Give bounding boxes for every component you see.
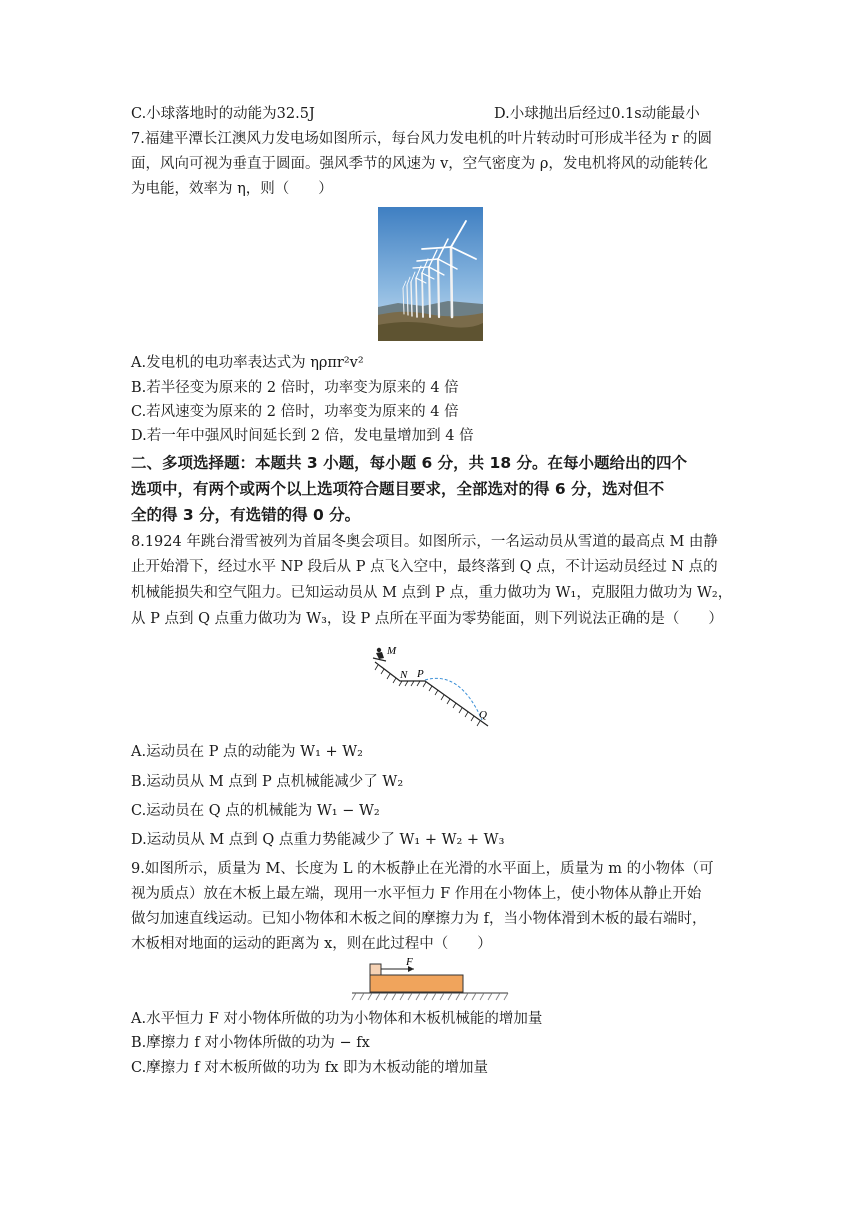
q7-stem-line2: 面，风向可视为垂直于圆面。强风季节的风速为 v，空气密度为 ρ，发电机将风的动能转化	[131, 156, 708, 172]
q9-option-b: B.摩擦力 f 对小物体所做的功为 − fx	[131, 1035, 370, 1051]
q8-stem-line3: 机械能损失和空气阻力。已知运动员从 M 点到 P 点，重力做功为 W₁，克服阻力做功为 W₂，	[131, 585, 733, 601]
section2-heading-line2: 选项中，有两个或两个以上选项符合题目要求，全部选对的得 6 分，选对但不	[131, 480, 665, 498]
q8-option-a: A.运动员在 P 点的动能为 W₁ + W₂	[131, 744, 363, 760]
label-f: F	[406, 956, 413, 968]
q8-option-d: D.运动员从 M 点到 Q 点重力势能减少了 W₁ + W₂ + W₃	[131, 832, 505, 848]
q8-option-b: B.运动员从 M 点到 P 点机械能减少了 W₂	[131, 774, 404, 790]
label-p: P	[417, 668, 424, 680]
q7-option-c: C.若风速变为原来的 2 倍时，功率变为原来的 4 倍	[131, 404, 459, 420]
section2-heading-line3: 全的得 3 分，有选错的得 0 分。	[131, 506, 361, 524]
q9-stem-line3: 做匀加速直线运动。已知小物体和木板之间的摩擦力为 f，当小物体滑到木板的最右端时，	[131, 911, 707, 927]
ski-jump-diagram	[370, 642, 500, 732]
label-m: M	[387, 645, 397, 657]
q6-option-c: C.小球落地时的动能为32.5J	[131, 106, 315, 122]
q9-option-c: C.摩擦力 f 对木板所做的功为 fx 即为木板动能的增加量	[131, 1060, 489, 1076]
label-q: Q	[479, 709, 487, 721]
q8-stem-line4: 从 P 点到 Q 点重力做功为 W₃，设 P 点所在平面为零势能面，则下列说法正确的是（ ）	[131, 611, 723, 627]
q9-stem-line4: 木板相对地面的运动的距离为 x，则在此过程中（ ）	[131, 936, 492, 952]
q8-option-c: C.运动员在 Q 点的机械能为 W₁ − W₂	[131, 803, 380, 819]
q7-option-b: B.若半径变为原来的 2 倍时，功率变为原来的 4 倍	[131, 380, 459, 396]
wind-farm-photo	[378, 207, 483, 341]
q7-option-a: A.发电机的电功率表达式为 ηρπr²v²	[131, 355, 364, 371]
q7-stem-line1: 7.福建平潭长江澳风力发电场如图所示，每台风力发电机的叶片转动时可形成半径为 r 的圆	[131, 131, 712, 147]
block-board-diagram	[350, 956, 510, 1006]
q6-option-d: D.小球抛出后经过0.1s动能最小	[494, 106, 700, 122]
q9-option-a: A.水平恒力 F 对小物体所做的功为小物体和木板机械能的增加量	[131, 1011, 543, 1027]
section2-heading-line1: 二、多项选择题：本题共 3 小题，每小题 6 分，共 18 分。在每小题给出的四个	[131, 454, 688, 472]
q7-stem-line3: 为电能，效率为 η，则（ ）	[131, 181, 333, 197]
q7-option-d: D.若一年中强风时间延长到 2 倍，发电量增加到 4 倍	[131, 428, 474, 444]
q8-stem-line2: 止开始滑下，经过水平 NP 段后从 P 点飞入空中，最终落到 Q 点，不计运动员经过 N 点的	[131, 559, 718, 575]
label-n: N	[400, 669, 408, 681]
q9-stem-line1: 9.如图所示，质量为 M、长度为 L 的木板静止在光滑的水平面上，质量为 m 的小物体（可	[131, 861, 714, 877]
q8-stem-line1: 8.1924 年跳台滑雪被列为首届冬奥会项目。如图所示，一名运动员从雪道的最高点 M 由静	[131, 534, 718, 550]
q9-stem-line2: 视为质点）放在木板上最左端，现用一水平恒力 F 作用在小物体上，使小物体从静止开始	[131, 886, 702, 902]
